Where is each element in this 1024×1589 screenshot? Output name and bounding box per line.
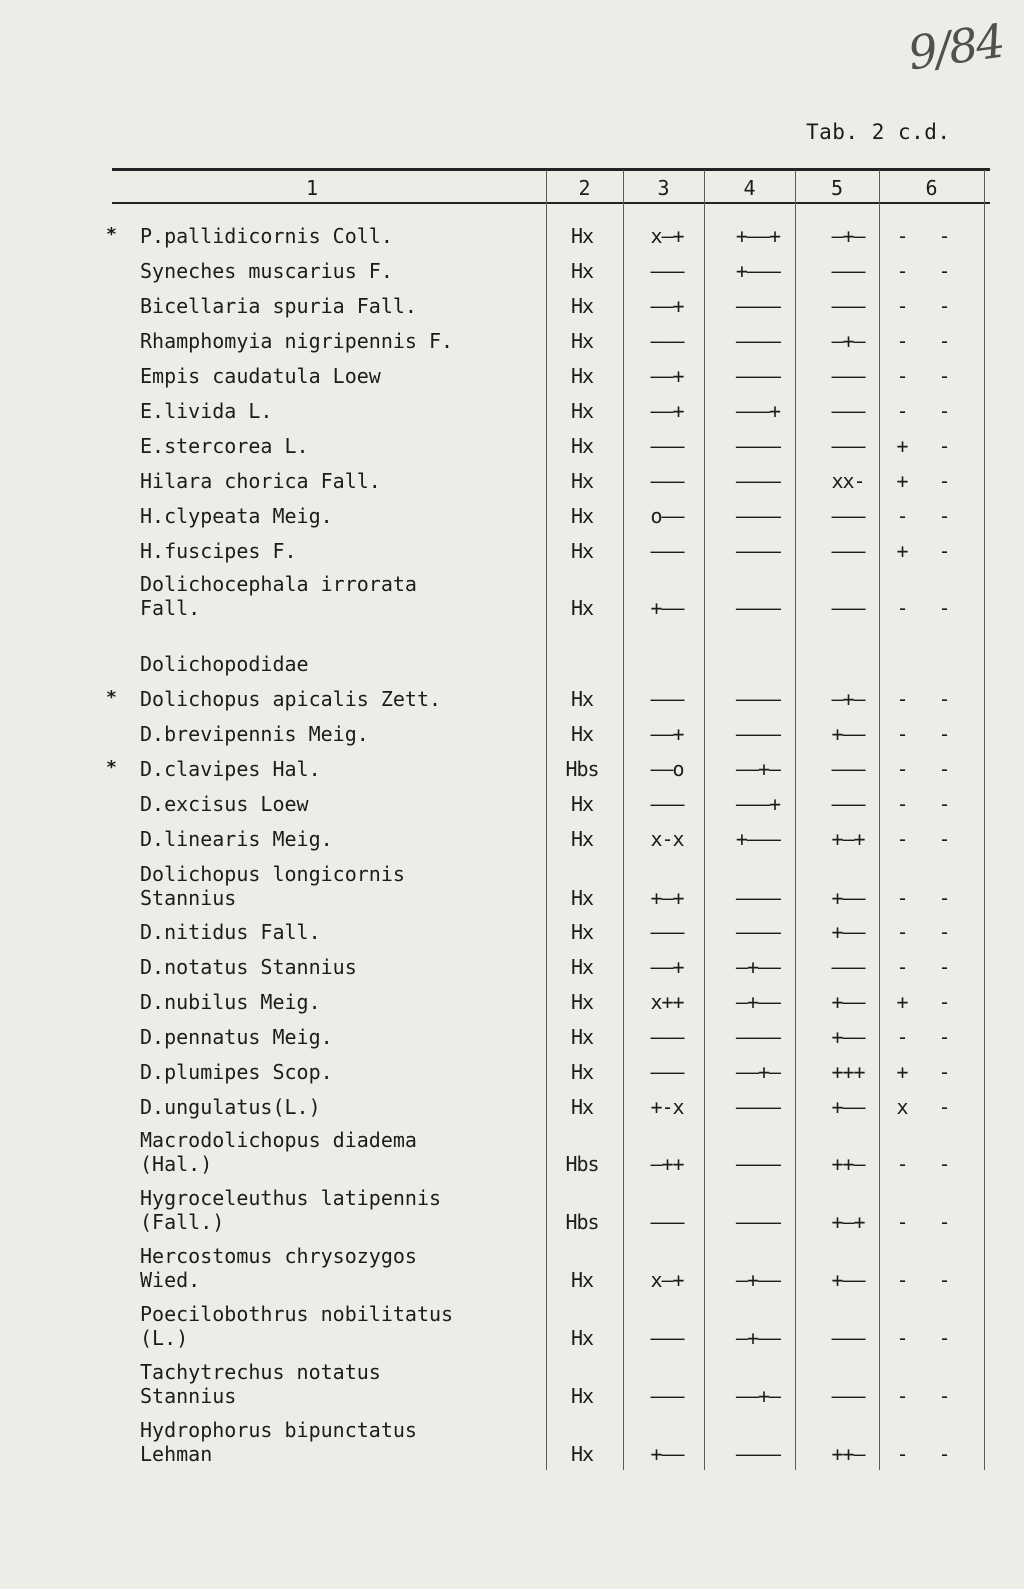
col5-cell: +—— [831,920,865,944]
habitat-cell: Hx [570,1060,594,1084]
species-name: Poecilobothrus nobilitatus (L.) [140,1302,454,1350]
col4-cell: +——— [735,259,781,283]
col4-cell: ———— [735,1095,781,1119]
table-row [112,364,990,390]
species-name: D.nubilus Meig. [140,990,321,1014]
species-name: D.ungulatus(L.) [140,1095,321,1119]
col6a-cell: - [896,1442,908,1466]
species-table [106,168,990,1493]
habitat-cell: Hx [570,596,594,620]
header-col-4: 4 [743,176,756,200]
col6b-cell: - [938,1384,950,1408]
table-row [112,259,990,285]
col6b-cell: - [938,757,950,781]
header-rule [112,202,990,204]
col4-cell: ———— [735,504,781,528]
col6b-cell: - [938,1268,950,1292]
col6a-cell: + [896,434,908,458]
species-name: D.nitidus Fall. [140,920,321,944]
col5-cell: ——— [831,596,865,620]
star-marker: * [106,757,117,778]
col3-cell: ——+ [650,955,684,979]
table-row [112,1244,990,1294]
col3-cell: ——— [650,920,684,944]
col6a-cell: - [896,955,908,979]
col6b-cell: - [938,539,950,563]
col6b-cell: - [938,596,950,620]
col6b-cell: - [938,469,950,493]
table-row [112,920,990,946]
species-name: Macrodolichopus diadema (Hal.) [140,1128,417,1176]
col5-cell: +++ [831,1060,865,1084]
col6a-cell: + [896,469,908,493]
col6a-cell: + [896,1060,908,1084]
col6a-cell: - [896,1152,908,1176]
col6b-cell: - [938,259,950,283]
col4-cell: ——+— [735,1384,781,1408]
col3-cell: ——+ [650,399,684,423]
col6b-cell: - [938,434,950,458]
col6a-cell: - [896,259,908,283]
col6a-cell: - [896,596,908,620]
table-row [112,1360,990,1410]
col4-cell: ———— [735,596,781,620]
table-row [106,757,990,783]
col6b-cell: - [938,1210,950,1234]
header-col-6: 6 [925,176,938,200]
habitat-cell: Hbs [565,1152,599,1176]
habitat-cell: Hx [570,504,594,528]
habitat-cell: Hx [570,687,594,711]
habitat-cell: Hx [570,920,594,944]
col5-cell: —+— [831,687,865,711]
species-name: D.pennatus Meig. [140,1025,333,1049]
habitat-cell: Hx [570,1025,594,1049]
table-row [112,572,990,622]
col6b-cell: - [938,1060,950,1084]
col6b-cell: - [938,224,950,248]
col6b-cell: - [938,1095,950,1119]
col5-cell: ++— [831,1152,865,1176]
col4-cell: ———— [735,539,781,563]
table-row [106,687,990,713]
col5-cell: +—— [831,990,865,1014]
col6b-cell: - [938,827,950,851]
species-name: D.linearis Meig. [140,827,333,851]
col5-cell: +—— [831,1268,865,1292]
col5-cell: +—+ [831,827,865,851]
col3-cell: o—— [650,504,684,528]
col6a-cell: + [896,990,908,1014]
species-name: Rhamphomyia nigripennis F. [140,329,454,353]
col6b-cell: - [938,329,950,353]
table-row [112,504,990,530]
col5-cell: ++— [831,1442,865,1466]
table-reference: Tab. 2 c.d. [806,120,951,144]
species-name: Hercostomus chrysozygos Wied. [140,1244,417,1292]
col5-cell: +—— [831,722,865,746]
col6b-cell: - [938,1326,950,1350]
habitat-cell: Hx [570,1268,594,1292]
col6a-cell: - [896,757,908,781]
habitat-cell: Hx [570,399,594,423]
col6a-cell: - [896,722,908,746]
col5-cell: ——— [831,539,865,563]
col6a-cell: - [896,224,908,248]
col5-cell: ——— [831,757,865,781]
col6a-cell: - [896,329,908,353]
col6b-cell: - [938,990,950,1014]
col3-cell: ——— [650,469,684,493]
habitat-cell: Hx [570,792,594,816]
species-name: D.brevipennis Meig. [140,722,369,746]
col3-cell: +—+ [650,886,684,910]
habitat-cell: Hx [570,434,594,458]
col5-cell: ——— [831,792,865,816]
col3-cell: ——+ [650,294,684,318]
col4-cell: ———— [735,1025,781,1049]
col5-cell: ——— [831,955,865,979]
species-name: D.notatus Stannius [140,955,357,979]
col3-cell: x++ [650,990,684,1014]
col4-cell: ———— [735,364,781,388]
species-name: Hydrophorus bipunctatus Lehman [140,1418,417,1466]
table-row [112,1128,990,1178]
col4-cell: ——+— [735,757,781,781]
col4-cell: ———+ [735,792,781,816]
species-name: E.stercorea L. [140,434,309,458]
col4-cell: +——— [735,827,781,851]
species-name: D.clavipes Hal. [140,757,321,781]
table-row [112,1060,990,1086]
col6b-cell: - [938,364,950,388]
habitat-cell: Hx [570,955,594,979]
col6b-cell: - [938,1442,950,1466]
header-col-5: 5 [830,176,844,200]
table-row [106,224,990,250]
table-row [112,329,990,355]
col6b-cell: - [938,399,950,423]
table-row [112,827,990,853]
table-row [112,1025,990,1051]
habitat-cell: Hx [570,469,594,493]
col6b-cell: - [938,886,950,910]
col6a-cell: x [896,1095,908,1119]
col5-cell: —+— [831,329,865,353]
col6a-cell: - [896,294,908,318]
col5-cell: ——— [831,294,865,318]
habitat-cell: Hx [570,827,594,851]
col5-cell: ——— [831,434,865,458]
col4-cell: ———— [735,722,781,746]
habitat-cell: Hx [570,259,594,283]
species-name: D.excisus Loew [140,792,309,816]
col4-cell: ———— [735,1442,781,1466]
col4-cell: ———— [735,434,781,458]
habitat-cell: Hx [570,1326,594,1350]
col6b-cell: - [938,1025,950,1049]
col3-cell: ——— [650,687,684,711]
col6a-cell: - [896,504,908,528]
col6a-cell: - [896,1326,908,1350]
table-row [112,792,990,818]
species-name: Dolichocephala irrorata Fall. [140,572,417,620]
col6a-cell: - [896,920,908,944]
col4-cell: ———— [735,687,781,711]
habitat-cell: Hx [570,364,594,388]
habitat-cell: Hx [570,1442,594,1466]
table-row [112,1186,990,1236]
habitat-cell: Hx [570,224,594,248]
habitat-cell: Hx [570,1384,594,1408]
col4-cell: ———— [735,1152,781,1176]
habitat-cell: Hx [570,539,594,563]
table-row [112,1418,990,1468]
col3-cell: ——— [650,434,684,458]
col5-cell: ——— [831,399,865,423]
col4-cell: ———— [735,294,781,318]
col3-cell: ——— [650,1384,684,1408]
col5-cell: +—— [831,886,865,910]
col3-cell: +—— [650,1442,684,1466]
col3-cell: ——— [650,329,684,353]
col6a-cell: - [896,1210,908,1234]
col4-cell: ———+ [735,399,781,423]
col3-cell: ——— [650,259,684,283]
species-name: Empis caudatula Loew [140,364,381,388]
habitat-cell: Hx [570,329,594,353]
table-row [112,990,990,1016]
table-row [112,294,990,320]
species-name: Dolichopus longicornis Stannius [140,862,405,910]
col4-cell: ———— [735,1210,781,1234]
col3-cell: ——— [650,539,684,563]
col4-cell: —+—— [735,955,781,979]
table-row [112,434,990,460]
species-name: Tachytrechus notatus Stannius [140,1360,381,1408]
table-row [112,652,990,678]
species-name: D.plumipes Scop. [140,1060,333,1084]
star-marker: * [106,224,117,245]
col6b-cell: - [938,955,950,979]
habitat-cell: Hx [570,294,594,318]
col4-cell: —+—— [735,1326,781,1350]
species-name: H.fuscipes F. [140,539,297,563]
col3-cell: x—+ [650,1268,684,1292]
species-name: P.pallidicornis Coll. [140,224,393,248]
col6b-cell: - [938,722,950,746]
habitat-cell: Hx [570,1095,594,1119]
col6a-cell: - [896,687,908,711]
top-rule [112,168,990,171]
species-name: H.clypeata Meig. [140,504,333,528]
col3-cell: +—— [650,596,684,620]
col6a-cell: - [896,399,908,423]
col3-cell: —++ [650,1152,684,1176]
col6a-cell: - [896,886,908,910]
col3-cell: ——+ [650,364,684,388]
col6a-cell: - [896,364,908,388]
col4-cell: ———— [735,886,781,910]
header-col-2: 2 [578,176,591,200]
habitat-cell: Hx [570,722,594,746]
col3-cell: x—+ [650,224,684,248]
table-row [112,955,990,981]
col5-cell: ——— [831,504,865,528]
col3-cell: ——— [650,1210,684,1234]
col5-cell: xx- [831,469,865,493]
col3-cell: x-x [650,827,684,851]
table-row [112,722,990,748]
col4-cell: +——+ [735,224,781,248]
col6b-cell: - [938,792,950,816]
col5-cell: +—— [831,1025,865,1049]
table-row [112,539,990,565]
col4-cell: ———— [735,329,781,353]
species-name: Hygroceleuthus latipennis (Fall.) [140,1186,442,1234]
col6b-cell: - [938,920,950,944]
col5-cell: —+— [831,224,865,248]
col3-cell: +-x [650,1095,684,1119]
species-name: Bicellaria spuria Fall. [140,294,417,318]
col3-cell: ——— [650,1025,684,1049]
table-row [112,1302,990,1352]
col6a-cell: - [896,1025,908,1049]
col5-cell: ——— [831,1326,865,1350]
col6b-cell: - [938,1152,950,1176]
col5-cell: +—— [831,1095,865,1119]
col6b-cell: - [938,687,950,711]
col4-cell: —+—— [735,1268,781,1292]
col5-cell: ——— [831,259,865,283]
handwritten-page-number: 9/84 [904,13,1007,81]
col6b-cell: - [938,504,950,528]
table-row [112,469,990,495]
habitat-cell: Hbs [565,1210,599,1234]
col6a-cell: - [896,792,908,816]
table-row [112,862,990,912]
col3-cell: ——— [650,1060,684,1084]
header-col-1: 1 [305,176,319,200]
col3-cell: ——— [650,1326,684,1350]
habitat-cell: Hx [570,990,594,1014]
col3-cell: ——— [650,792,684,816]
species-name: E.livida L. [140,399,273,423]
col4-cell: ——+— [735,1060,781,1084]
col6a-cell: - [896,827,908,851]
col3-cell: ——+ [650,722,684,746]
col6a-cell: - [896,1268,908,1292]
col4-cell: ———— [735,469,781,493]
col3-cell: ——o [650,757,684,781]
table-row [112,1095,990,1121]
species-name: Dolichopodidae [140,652,309,676]
col4-cell: —+—— [735,990,781,1014]
habitat-cell: Hbs [565,757,599,781]
species-name: Syneches muscarius F. [140,259,393,283]
table-row [112,399,990,425]
col5-cell: ——— [831,1384,865,1408]
species-name: Dolichopus apicalis Zett. [140,687,442,711]
species-name: Hilara chorica Fall. [140,469,381,493]
star-marker: * [106,687,117,708]
col6a-cell: - [896,1384,908,1408]
col4-cell: ———— [735,920,781,944]
col5-cell: +—+ [831,1210,865,1234]
col6a-cell: + [896,539,908,563]
habitat-cell: Hx [570,886,594,910]
col5-cell: ——— [831,364,865,388]
col6b-cell: - [938,294,950,318]
header-col-3: 3 [657,176,670,200]
